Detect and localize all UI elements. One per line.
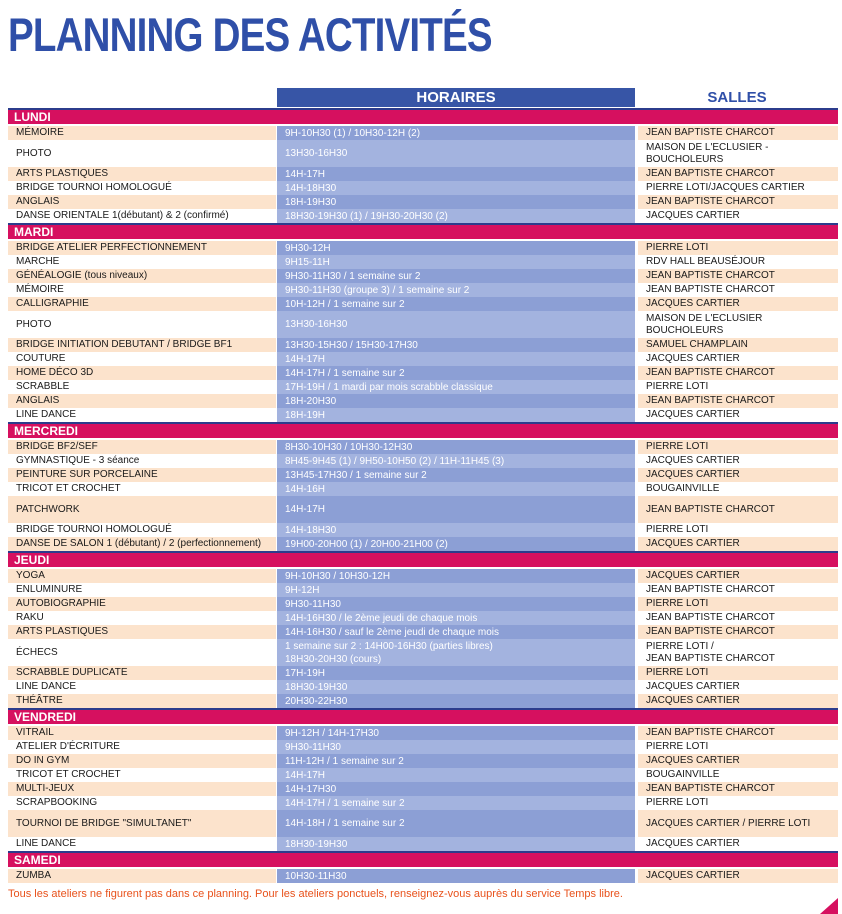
- room-cell: JEAN BAPTISTE CHARCOT: [638, 496, 838, 523]
- schedule-row: [8, 666, 838, 680]
- activity-cell: SCRABBLE DUPLICATE: [8, 666, 276, 680]
- room-cell: JEAN BAPTISTE CHARCOT: [638, 195, 838, 209]
- room-cell: PIERRE LOTI: [638, 440, 838, 454]
- time-cell: 14H-18H / 1 semaine sur 2: [277, 810, 635, 837]
- time-cell: 8H30-10H30 / 10H30-12H30: [277, 440, 635, 454]
- room-cell: JEAN BAPTISTE CHARCOT: [638, 726, 838, 740]
- day-header: LUNDI: [8, 108, 838, 124]
- schedule-row: [8, 394, 838, 408]
- activity-cell: MULTI-JEUX: [8, 782, 276, 796]
- schedule-table: [8, 108, 838, 883]
- time-cell: 17H-19H: [277, 666, 635, 680]
- time-cell: 13H30-15H30 / 15H30-17H30: [277, 338, 635, 352]
- time-cell: 14H-17H: [277, 496, 635, 523]
- time-cell: 9H-12H / 14H-17H30: [277, 726, 635, 740]
- time-cell: 14H-17H: [277, 352, 635, 366]
- room-cell: JACQUES CARTIER: [638, 694, 838, 708]
- time-cell: 18H-19H: [277, 408, 635, 422]
- schedule-row: [8, 366, 838, 380]
- schedule-row: [8, 181, 838, 195]
- schedule-row: [8, 796, 838, 810]
- room-cell: JEAN BAPTISTE CHARCOT: [638, 269, 838, 283]
- day-header: JEUDI: [8, 551, 838, 567]
- room-cell: JACQUES CARTIER: [638, 680, 838, 694]
- time-cell: 9H30-11H30: [277, 597, 635, 611]
- room-cell: PIERRE LOTI: [638, 796, 838, 810]
- schedule-row: [8, 782, 838, 796]
- time-cell: 14H-17H: [277, 167, 635, 181]
- schedule-row: [8, 680, 838, 694]
- activity-cell: DANSE DE SALON 1 (débutant) / 2 (perfectionnement): [8, 537, 276, 551]
- time-cell: 18H30-19H30: [277, 837, 635, 851]
- day-header: MERCREDI: [8, 422, 838, 438]
- activity-cell: TRICOT ET CROCHET: [8, 482, 276, 496]
- schedule-row: [8, 380, 838, 394]
- schedule-row: [8, 297, 838, 311]
- schedule-row: [8, 523, 838, 537]
- schedule-row: [8, 583, 838, 597]
- schedule-row: [8, 126, 838, 140]
- time-cell: 9H15-11H: [277, 255, 635, 269]
- schedule-row: [8, 454, 838, 468]
- room-cell: PIERRE LOTI/JACQUES CARTIER: [638, 181, 838, 195]
- time-cell: 19H00-20H00 (1) / 20H00-21H00 (2): [277, 537, 635, 551]
- room-cell: JEAN BAPTISTE CHARCOT: [638, 611, 838, 625]
- room-cell: PIERRE LOTI / JEAN BAPTISTE CHARCOT: [638, 639, 838, 666]
- time-cell: 13H30-16H30: [277, 311, 635, 338]
- room-cell: JACQUES CARTIER: [638, 537, 838, 551]
- room-cell: MAISON DE L'ECLUSIER BOUCHOLEURS: [638, 311, 838, 338]
- time-cell: 14H-17H / 1 semaine sur 2: [277, 366, 635, 380]
- time-cell: 14H-17H30: [277, 782, 635, 796]
- activity-cell: MARCHE: [8, 255, 276, 269]
- schedule-row: [8, 352, 838, 366]
- activity-cell: DO IN GYM: [8, 754, 276, 768]
- room-cell: JACQUES CARTIER: [638, 754, 838, 768]
- time-cell: 14H-16H: [277, 482, 635, 496]
- activity-cell: PHOTO: [8, 140, 276, 167]
- room-cell: PIERRE LOTI: [638, 740, 838, 754]
- time-cell: 9H30-12H: [277, 241, 635, 255]
- time-cell: 18H-19H30: [277, 195, 635, 209]
- schedule-row: [8, 611, 838, 625]
- schedule-row: [8, 195, 838, 209]
- time-cell: 17H-19H / 1 mardi par mois scrabble classique: [277, 380, 635, 394]
- schedule-row: [8, 140, 838, 167]
- time-cell: 13H45-17H30 / 1 semaine sur 2: [277, 468, 635, 482]
- time-cell: 18H30-19H30: [277, 680, 635, 694]
- schedule-row: [8, 209, 838, 223]
- room-cell: JEAN BAPTISTE CHARCOT: [638, 625, 838, 639]
- time-cell: 9H30-11H30 (groupe 3) / 1 semaine sur 2: [277, 283, 635, 297]
- schedule-row: [8, 167, 838, 181]
- schedule-row: [8, 311, 838, 338]
- schedule-row: [8, 837, 838, 851]
- room-cell: JEAN BAPTISTE CHARCOT: [638, 394, 838, 408]
- activity-cell: CALLIGRAPHIE: [8, 297, 276, 311]
- room-cell: JEAN BAPTISTE CHARCOT: [638, 167, 838, 181]
- room-cell: PIERRE LOTI: [638, 380, 838, 394]
- activity-cell: BRIDGE TOURNOI HOMOLOGUÉ: [8, 181, 276, 195]
- time-cell: 14H-17H / 1 semaine sur 2: [277, 796, 635, 810]
- room-cell: PIERRE LOTI: [638, 597, 838, 611]
- schedule-row: [8, 496, 838, 523]
- schedule-row: [8, 569, 838, 583]
- activity-cell: PATCHWORK: [8, 496, 276, 523]
- activity-cell: BRIDGE TOURNOI HOMOLOGUÉ: [8, 523, 276, 537]
- time-cell: 13H30-16H30: [277, 140, 635, 167]
- schedule-row: [8, 283, 838, 297]
- footer-note: Tous les ateliers ne figurent pas dans ce planning. Pour les ateliers ponctuels, renseignez-vous auprès du service Temps libre.: [8, 888, 623, 900]
- activity-cell: COUTURE: [8, 352, 276, 366]
- activity-cell: AUTOBIOGRAPHIE: [8, 597, 276, 611]
- schedule-row: [8, 740, 838, 754]
- room-cell: PIERRE LOTI: [638, 241, 838, 255]
- activity-cell: DANSE ORIENTALE 1(débutant) & 2 (confirmé): [8, 209, 276, 223]
- time-cell: 14H-17H: [277, 768, 635, 782]
- schedule-row: [8, 810, 838, 837]
- corner-decoration: [820, 898, 838, 914]
- schedule-row: [8, 754, 838, 768]
- room-cell: JACQUES CARTIER: [638, 408, 838, 422]
- time-cell: 11H-12H / 1 semaine sur 2: [277, 754, 635, 768]
- schedule-row: [8, 269, 838, 283]
- room-cell: SAMUEL CHAMPLAIN: [638, 338, 838, 352]
- room-cell: JACQUES CARTIER: [638, 352, 838, 366]
- schedule-row: [8, 468, 838, 482]
- room-cell: JACQUES CARTIER: [638, 869, 838, 883]
- activity-cell: TOURNOI DE BRIDGE "SIMULTANET": [8, 810, 276, 837]
- schedule-row: [8, 482, 838, 496]
- activity-cell: ANGLAIS: [8, 195, 276, 209]
- day-header: MARDI: [8, 223, 838, 239]
- activity-cell: GÉNÉALOGIE (tous niveaux): [8, 269, 276, 283]
- time-cell: 18H-20H30: [277, 394, 635, 408]
- time-cell: 1 semaine sur 2 : 14H00-16H30 (parties libres) 18H30-20H30 (cours): [277, 639, 635, 666]
- activity-cell: ARTS PLASTIQUES: [8, 167, 276, 181]
- activity-cell: BRIDGE BF2/SEF: [8, 440, 276, 454]
- room-cell: JEAN BAPTISTE CHARCOT: [638, 366, 838, 380]
- time-cell: 10H-12H / 1 semaine sur 2: [277, 297, 635, 311]
- time-cell: 18H30-19H30 (1) / 19H30-20H30 (2): [277, 209, 635, 223]
- time-cell: 9H30-11H30: [277, 740, 635, 754]
- time-cell: 14H-18H30: [277, 181, 635, 195]
- activity-cell: MÉMOIRE: [8, 283, 276, 297]
- time-cell: 9H30-11H30 / 1 semaine sur 2: [277, 269, 635, 283]
- activity-cell: ATELIER D'ÉCRITURE: [8, 740, 276, 754]
- room-cell: JACQUES CARTIER: [638, 837, 838, 851]
- room-cell: JACQUES CARTIER: [638, 569, 838, 583]
- schedule-row: [8, 255, 838, 269]
- room-cell: RDV HALL BEAUSÉJOUR: [638, 255, 838, 269]
- activity-cell: ARTS PLASTIQUES: [8, 625, 276, 639]
- schedule-row: [8, 440, 838, 454]
- activity-cell: YOGA: [8, 569, 276, 583]
- activity-cell: MÉMOIRE: [8, 126, 276, 140]
- activity-cell: ÉCHECS: [8, 639, 276, 666]
- activity-cell: ZUMBA: [8, 869, 276, 883]
- room-cell: JACQUES CARTIER: [638, 209, 838, 223]
- time-cell: 9H-10H30 / 10H30-12H: [277, 569, 635, 583]
- time-cell: 9H-10H30 (1) / 10H30-12H (2): [277, 126, 635, 140]
- activity-cell: ENLUMINURE: [8, 583, 276, 597]
- time-cell: 14H-18H30: [277, 523, 635, 537]
- room-cell: JEAN BAPTISTE CHARCOT: [638, 583, 838, 597]
- room-cell: PIERRE LOTI: [638, 523, 838, 537]
- room-cell: JEAN BAPTISTE CHARCOT: [638, 283, 838, 297]
- time-cell: 14H-16H30 / sauf le 2ème jeudi de chaque mois: [277, 625, 635, 639]
- room-cell: JEAN BAPTISTE CHARCOT: [638, 126, 838, 140]
- page-title: PLANNING DES ACTIVITÉS: [8, 8, 492, 61]
- activity-cell: THÉÂTRE: [8, 694, 276, 708]
- day-header: SAMEDI: [8, 851, 838, 867]
- column-header-salles: SALLES: [707, 89, 767, 106]
- time-cell: 10H30-11H30: [277, 869, 635, 883]
- activity-cell: PEINTURE SUR PORCELAINE: [8, 468, 276, 482]
- room-cell: JACQUES CARTIER: [638, 468, 838, 482]
- room-cell: JACQUES CARTIER: [638, 297, 838, 311]
- time-cell: 14H-16H30 / le 2ème jeudi de chaque mois: [277, 611, 635, 625]
- schedule-row: [8, 625, 838, 639]
- activity-cell: SCRABBLE: [8, 380, 276, 394]
- activity-cell: TRICOT ET CROCHET: [8, 768, 276, 782]
- schedule-row: [8, 241, 838, 255]
- activity-cell: LINE DANCE: [8, 837, 276, 851]
- activity-cell: GYMNASTIQUE - 3 séance: [8, 454, 276, 468]
- day-header: VENDREDI: [8, 708, 838, 724]
- schedule-row: [8, 869, 838, 883]
- room-cell: JACQUES CARTIER / PIERRE LOTI: [638, 810, 838, 837]
- schedule-row: [8, 597, 838, 611]
- activity-cell: PHOTO: [8, 311, 276, 338]
- time-cell: 20H30-22H30: [277, 694, 635, 708]
- activity-cell: LINE DANCE: [8, 408, 276, 422]
- schedule-row: [8, 338, 838, 352]
- room-cell: PIERRE LOTI: [638, 666, 838, 680]
- room-cell: MAISON DE L'ECLUSIER - BOUCHOLEURS: [638, 140, 838, 167]
- activity-cell: SCRAPBOOKING: [8, 796, 276, 810]
- room-cell: JEAN BAPTISTE CHARCOT: [638, 782, 838, 796]
- schedule-row: [8, 768, 838, 782]
- schedule-row: [8, 694, 838, 708]
- activity-cell: ANGLAIS: [8, 394, 276, 408]
- room-cell: BOUGAINVILLE: [638, 768, 838, 782]
- activity-cell: VITRAIL: [8, 726, 276, 740]
- column-header-horaires: HORAIRES: [277, 88, 635, 107]
- activity-cell: RAKU: [8, 611, 276, 625]
- activity-cell: HOME DÉCO 3D: [8, 366, 276, 380]
- time-cell: 8H45-9H45 (1) / 9H50-10H50 (2) / 11H-11H45 (3): [277, 454, 635, 468]
- activity-cell: BRIDGE INITIATION DEBUTANT / BRIDGE BF1: [8, 338, 276, 352]
- activity-cell: BRIDGE ATELIER PERFECTIONNEMENT: [8, 241, 276, 255]
- schedule-row: [8, 537, 838, 551]
- schedule-row: [8, 408, 838, 422]
- room-cell: JACQUES CARTIER: [638, 454, 838, 468]
- room-cell: BOUGAINVILLE: [638, 482, 838, 496]
- activity-cell: LINE DANCE: [8, 680, 276, 694]
- schedule-row: [8, 639, 838, 666]
- time-cell: 9H-12H: [277, 583, 635, 597]
- schedule-row: [8, 726, 838, 740]
